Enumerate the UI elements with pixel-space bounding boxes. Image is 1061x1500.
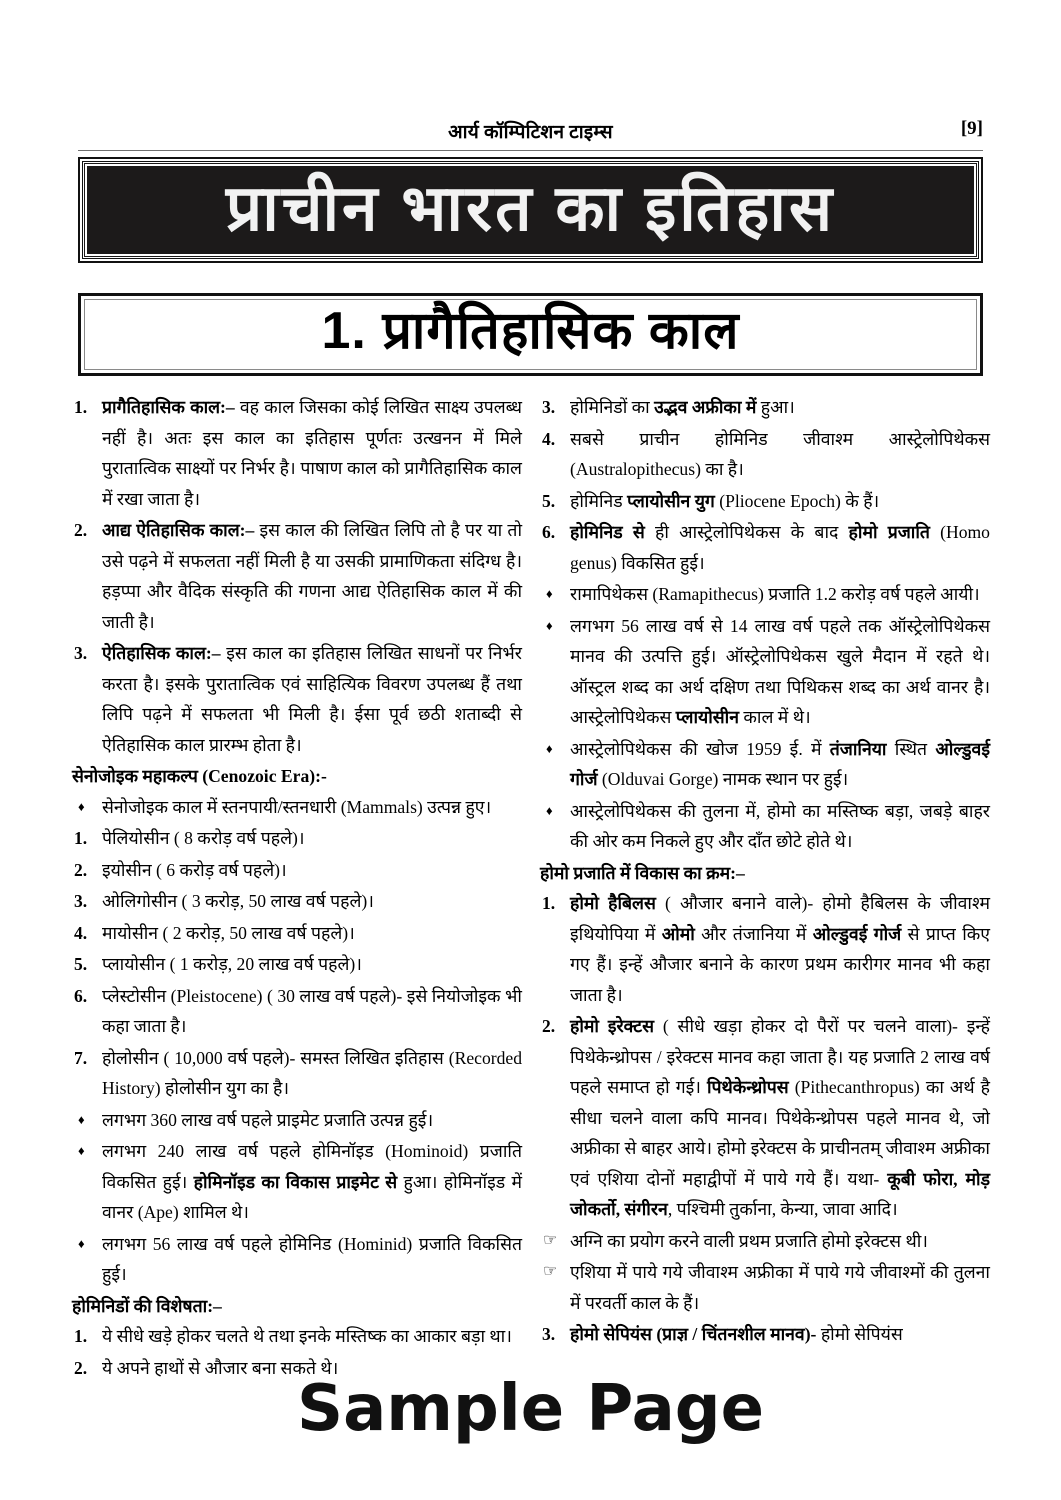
list-item-text: पेलियोसीन ( 8 करोड़ वर्ष पहले)। xyxy=(102,828,305,848)
list-item-text: होमिनिड से ही आस्ट्रेलोपिथेकस के बाद होमो प्रजाति (Homo genus) विकसित हुई। xyxy=(570,522,990,573)
list-item xyxy=(540,1257,990,1318)
list-item xyxy=(72,1136,522,1228)
list-item-text: होमिनिडों का उद्भव अफ्रीका में हुआ। xyxy=(570,397,795,417)
list-item-text: लगभग 360 लाख वर्ष पहले प्राइमेट प्रजाति उत्पन्न हुई। xyxy=(102,1109,434,1130)
list-item-text: इयोसीन ( 6 करोड़ वर्ष पहले)। xyxy=(102,859,287,880)
chapter-title-box xyxy=(78,293,983,376)
list-number: 7. xyxy=(74,1047,88,1068)
list-item-text: होलोसीन ( 10,000 वर्ष पहले)- समस्त लिखित इतिहास (Recorded History) होलोसीन युग का है। xyxy=(102,1047,522,1098)
list-item-text: प्लायोसीन ( 1 करोड़, 20 लाख वर्ष पहले)। xyxy=(102,954,362,974)
left-list-2 xyxy=(72,792,522,1290)
list-item xyxy=(72,515,522,637)
pointing-hand-icon: ☞ xyxy=(543,1263,558,1280)
list-item-text: होमो हैबिलस ( औजार बनाने वाले)- होमो हैबिलस के जीवाश्म इथियोपिया में ओमो और तंजानिया में ओल्डुवई गोर्ज से प्राप्त किए गए हैं। इन्हें औजार बनाने के कारण प्रथम कारीगर मानव भी कहा जाता है। xyxy=(570,893,990,1005)
list-item-text: होमो इरेक्टस ( सीधे खड़ा होकर दो पैरों पर चलने वाला)- इन्हें पिथेकेन्थ्रोपस / इरेक्टस मानव कहा जाता है। यह प्रजाति 2 लाख वर्ष पहले समाप्त हो गई। पिथेकेन्थ्रोपस (Pithecanthropus) का अर्थ है सीधा चलने वाला कपि मानव। पिथेकेन्थ्रोपस पहले मानव थे, जो अफ्रीका से बाहर आये। होमो इरेक्टस के प्राचीनतम् जीवाश्म अफ्रीका एवं एशिया दोनों महाद्वीपों में पाये गये हैं। यथा- कूबी फोरा, मोड़ जोकर्तो, संगीरन, पश्चिमी तुर्काना, केन्या, जावा आदि। xyxy=(570,1016,990,1219)
list-item-text: होमो सेपियंस (प्राज्ञ / चिंतनशील मानव)- होमो सेपियंस xyxy=(570,1324,903,1344)
list-item xyxy=(540,1226,990,1257)
list-item-text: एशिया में पाये गये जीवाश्म अफ्रीका में पाये गये जीवाश्मों की तुलना में परवर्ती काल के हैं। xyxy=(570,1262,990,1313)
list-item-text: लगभग 56 लाख वर्ष से 14 लाख वर्ष पहले तक ऑस्ट्रेलोपिथेकस मानव की उत्पत्ति हुई। ऑस्ट्रेलोपिथेकस खुले मैदान में रहते थे। ऑस्ट्रल शब्द का अर्थ दक्षिण तथा पिथिकस शब्द का अर्थ वानर है। आस्ट्रेलोपिथेकस प्लायोसीन काल में थे। xyxy=(570,615,990,727)
publication-title: आर्य कॉम्पिटिशन टाइम्स xyxy=(448,122,613,143)
header-divider xyxy=(78,150,983,151)
banner-inner-panel xyxy=(85,164,976,256)
list-item xyxy=(72,1321,522,1352)
list-item xyxy=(540,796,990,857)
list-item xyxy=(72,1229,522,1290)
diamond-bullet-icon: ♦ xyxy=(78,1111,85,1127)
list-item xyxy=(72,949,522,980)
list-item-text: आस्ट्रेलोपिथेकस की खोज 1959 ई. में तंजानिया स्थित ओल्डुवई गोर्ज (Olduvai Gorge) नामक स्थान पर हुई। xyxy=(570,738,990,789)
left-list-1 xyxy=(72,392,522,760)
list-number: 1. xyxy=(74,1326,88,1346)
list-item-text: अग्नि का प्रयोग करने वाली प्रथम प्रजाति होमो इरेक्टस थी। xyxy=(570,1230,928,1251)
list-item xyxy=(72,886,522,917)
list-item xyxy=(72,638,522,760)
list-item-text: ओलिगोसीन ( 3 करोड़, 50 लाख वर्ष पहले)। xyxy=(102,891,374,911)
list-item-text: मायोसीन ( 2 करोड़, 50 लाख वर्ष पहले)। xyxy=(102,922,355,943)
list-item-text: लगभग 56 लाख वर्ष पहले होमिनिड (Hominid) प्रजाति विकसित हुई। xyxy=(102,1233,522,1284)
list-item xyxy=(72,1105,522,1136)
list-item xyxy=(72,823,522,854)
list-item-text: प्रागैतिहासिक काल:– वह काल जिसका कोई लिखित साक्ष्य उपलब्ध नहीं है। अतः इस काल का इतिहास पूर्णतः उत्खनन में मिले पुरातात्विक साक्ष्यों पर निर्भर है। पाषाण काल को प्रागैतिहासिक काल में रखा जाता है। xyxy=(102,397,522,509)
list-number: 2. xyxy=(542,1016,556,1036)
body-columns xyxy=(72,392,990,1384)
chapter-inner-border xyxy=(84,299,977,370)
list-item xyxy=(72,1043,522,1104)
list-item xyxy=(72,855,522,886)
pointing-hand-icon: ☞ xyxy=(543,1231,558,1249)
list-number: 4. xyxy=(74,922,88,943)
list-item xyxy=(540,424,990,485)
list-item xyxy=(540,888,990,1010)
list-item-text: रामापिथेकस (Ramapithecus) प्रजाति 1.2 करोड़ वर्ष पहले आयी। xyxy=(570,584,980,604)
diamond-bullet-icon: ♦ xyxy=(546,586,553,601)
list-item-text: प्लेस्टोसीन (Pleistocene) ( 30 लाख वर्ष पहले)- इसे नियोजोइक भी कहा जाता है। xyxy=(102,985,522,1036)
diamond-bullet-icon: ♦ xyxy=(78,1235,85,1251)
right-list-2 xyxy=(540,888,990,1350)
list-number: 3. xyxy=(74,643,88,663)
list-number: 2. xyxy=(74,859,88,880)
diamond-bullet-icon: ♦ xyxy=(546,740,553,756)
list-item-text: ये अपने हाथों से औजार बना सकते थे। xyxy=(102,1357,339,1378)
list-item-text: ऐतिहासिक काल:– इस काल का इतिहास लिखित साधनों पर निर्भर करता है। इसके पुरातात्विक एवं साहित्यिक विवरण उपलब्ध हैं तथा लिपि पढ़ने में सफलता भी मिली है। ईसा पूर्व छठी शताब्दी से ऐतिहासिक काल प्रारम्भ होता है। xyxy=(102,643,522,755)
list-number: 6. xyxy=(542,522,556,542)
list-item xyxy=(72,792,522,823)
list-item xyxy=(540,1011,990,1225)
list-item-text: सेनोजोइक काल में स्तनपायी/स्तनधारी (Mammals) उत्पन्न हुए। xyxy=(102,796,492,817)
diamond-bullet-icon: ♦ xyxy=(78,798,85,814)
subheading-cenozoic-era: सेनोजोइक महाकल्प (Cenozoic Era):- xyxy=(72,766,327,786)
list-number: 2. xyxy=(74,520,88,540)
right-list-1 xyxy=(540,392,990,857)
sample-page-watermark: Sample Page xyxy=(297,1372,764,1446)
list-item xyxy=(540,486,990,517)
list-item-text: सबसे प्राचीन होमिनिड जीवाश्म आस्ट्रेलोपिथेकस (Australopithecus) का है। xyxy=(570,428,990,479)
list-item xyxy=(72,918,522,949)
list-number: 1. xyxy=(542,893,556,913)
right-column xyxy=(540,392,990,1384)
diamond-bullet-icon: ♦ xyxy=(546,617,553,633)
list-item-text: लगभग 240 लाख वर्ष पहले होमिनॉइड (Hominoid) प्रजाति विकसित हुई। होमिनॉइड का विकास प्राइमेट से हुआ। होमिनॉइड में वानर (Ape) शामिल थे। xyxy=(102,1141,522,1222)
list-number: 1. xyxy=(74,828,88,848)
list-item-text: आद्य ऐतिहासिक काल:– इस काल की लिखित लिपि तो है पर या तो उसे पढ़ने में सफलता नहीं मिली है या उसकी प्रामाणिकता संदिग्ध है। हड़प्पा और वैदिक संस्कृति की गणना आद्य ऐतिहासिक काल में की जाती है। xyxy=(102,520,522,632)
book-title: प्राचीन भारत का इतिहास xyxy=(225,172,836,244)
chapter-title: 1. प्रागैतिहासिक काल xyxy=(321,302,740,360)
list-number: 4. xyxy=(542,428,556,449)
page-number: [9] xyxy=(960,118,983,139)
subheading-homo-evolution: होमो प्रजाति में विकास का क्रम:– xyxy=(540,862,745,883)
list-number: 1. xyxy=(74,397,88,417)
list-item-text: ये सीधे खड़े होकर चलते थे तथा इनके मस्तिष्क का आकार बड़ा था। xyxy=(102,1326,512,1346)
list-number: 3. xyxy=(74,891,88,911)
list-item xyxy=(540,734,990,795)
book-title-banner xyxy=(78,157,983,263)
list-item xyxy=(540,1319,990,1350)
diamond-bullet-icon: ♦ xyxy=(546,802,553,818)
list-number: 3. xyxy=(542,1324,556,1344)
list-number: 5. xyxy=(74,954,88,974)
list-item xyxy=(540,611,990,733)
list-item xyxy=(540,392,990,423)
list-number: 6. xyxy=(74,985,88,1006)
list-item-text: होमिनिड प्लायोसीन युग (Pliocene Epoch) के हैं। xyxy=(570,490,880,511)
list-item xyxy=(72,392,522,514)
diamond-bullet-icon: ♦ xyxy=(78,1143,85,1158)
subheading-hominid-features: होमिनिडों की विशेषता:– xyxy=(72,1295,222,1316)
banner-middle-border xyxy=(82,161,979,259)
list-item xyxy=(540,579,990,610)
list-item xyxy=(72,981,522,1042)
list-item xyxy=(540,517,990,578)
list-number: 2. xyxy=(74,1357,88,1378)
list-item-text: आस्ट्रेलोपिथेकस की तुलना में, होमो का मस्तिष्क बड़ा, जबड़े बाहर की ओर कम निकले हुए और दाँत छोटे होते थे। xyxy=(570,800,990,851)
list-number: 5. xyxy=(542,490,556,511)
left-column xyxy=(72,392,522,1384)
list-number: 3. xyxy=(542,397,556,417)
running-head xyxy=(78,118,983,144)
